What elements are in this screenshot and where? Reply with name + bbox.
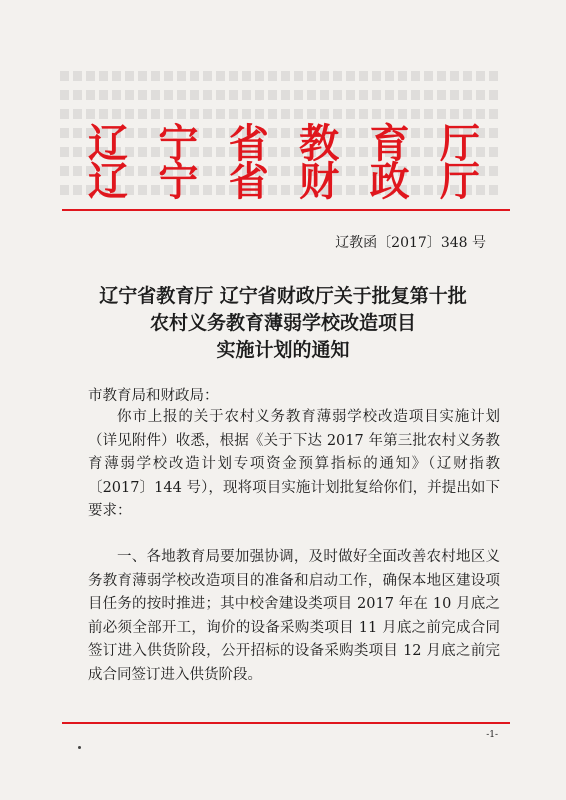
- org-header-finance: [88, 158, 480, 205]
- title-line-1: 辽宁省教育厅 辽宁省财政厅关于批复第十批: [99, 285, 467, 307]
- document-number: 辽教函〔2017〕348 号: [335, 235, 486, 251]
- org-char: 省: [228, 158, 269, 205]
- org-char: 财: [299, 158, 340, 205]
- title-line-3: 实施计划的通知: [216, 339, 350, 361]
- salutation: 市教育局和财政局：: [88, 388, 219, 404]
- org-char: 省: [228, 120, 269, 167]
- org-char: 辽: [88, 158, 128, 205]
- org-char: 育: [369, 120, 410, 167]
- org-char: 宁: [158, 158, 199, 205]
- footer-red-rule: [62, 722, 510, 724]
- page-number: -1-: [486, 730, 498, 740]
- body-paragraph-1: 你市上报的关于农村义务教育薄弱学校改造项目实施计划（详见附件）收悉，根据《关于下达 2017 年第三批农村义务教育薄弱学校改造计划专项资金预算指标的通知》（辽财指教〔2017〕144 号），现将项目实施计划批复给你们，并提出如下要求：: [88, 409, 500, 519]
- org-char: 厅: [439, 120, 480, 167]
- org-header-education: [88, 120, 480, 167]
- scan-speck: [78, 746, 81, 749]
- org-char: 政: [369, 158, 410, 205]
- org-char: 辽: [88, 120, 128, 167]
- header-red-rule: [62, 209, 510, 211]
- title-line-2: 农村义务教育薄弱学校改造项目: [149, 312, 416, 334]
- org-char: 厅: [439, 158, 480, 205]
- org-char: 教: [299, 120, 340, 167]
- body-paragraph-2: 一、各地教育局要加强协调，及时做好全面改善农村地区义务教育薄弱学校改造项目的准备和启动工作，确保本地区建设项目任务的按时推进；其中校舍建设类项目 2017 年在 10 月底之前必须全部开工，询价的设备采购类项目 11 月底之前完成合同签订进入供货阶段，公开招标的设备采购类项目 12 月底之前完成合同签订进入供货阶段。: [88, 549, 500, 683]
- org-char: 宁: [158, 120, 199, 167]
